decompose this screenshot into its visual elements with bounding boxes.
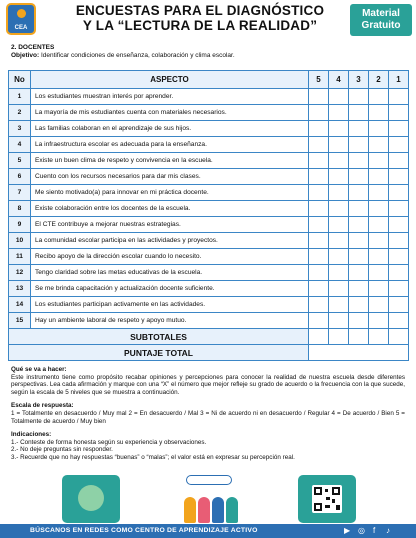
rating-cell-2[interactable] bbox=[369, 201, 389, 217]
table-row bbox=[9, 297, 409, 313]
subtotal-cell-3[interactable] bbox=[349, 329, 369, 345]
rating-cell-4[interactable] bbox=[329, 185, 349, 201]
what-heading: Qué se va a hacer: bbox=[11, 366, 67, 373]
total-score-cell[interactable] bbox=[309, 345, 409, 361]
row-number: 15 bbox=[9, 313, 31, 329]
scale-heading: Escala de respuesta: bbox=[11, 402, 74, 410]
instruction-1: 1.- Conteste de forma honesta según su experiencia y observaciones. bbox=[11, 438, 207, 446]
rating-cell-1[interactable] bbox=[389, 233, 409, 249]
table-row bbox=[9, 89, 409, 105]
row-number: 1 bbox=[9, 89, 31, 105]
rating-cell-5[interactable] bbox=[309, 89, 329, 105]
rating-cell-4[interactable] bbox=[329, 153, 349, 169]
rating-cell-2[interactable] bbox=[369, 249, 389, 265]
rating-cell-4[interactable] bbox=[329, 281, 349, 297]
logo-ball-icon bbox=[17, 9, 26, 18]
rating-cell-1[interactable] bbox=[389, 89, 409, 105]
rating-cell-4[interactable] bbox=[329, 265, 349, 281]
row-number: 6 bbox=[9, 169, 31, 185]
column-header-3: 3 bbox=[349, 71, 369, 89]
row-number: 10 bbox=[9, 233, 31, 249]
table-row bbox=[9, 137, 409, 153]
rating-cell-2[interactable] bbox=[369, 265, 389, 281]
person-icon bbox=[212, 497, 224, 523]
rating-cell-3[interactable] bbox=[349, 105, 369, 121]
column-header-no: No bbox=[9, 71, 31, 89]
rating-cell-3[interactable] bbox=[349, 217, 369, 233]
section-title: 2. DOCENTES bbox=[11, 44, 55, 51]
subtotals-label: SUBTOTALES bbox=[9, 329, 309, 345]
rating-cell-4[interactable] bbox=[329, 137, 349, 153]
youtube-icon[interactable]: ▶ bbox=[344, 526, 351, 535]
rating-cell-5[interactable] bbox=[309, 281, 329, 297]
subtotals-row bbox=[9, 329, 409, 345]
subtotal-cell-1[interactable] bbox=[389, 329, 409, 345]
logo-text: CEA bbox=[14, 25, 28, 31]
rating-cell-3[interactable] bbox=[349, 313, 369, 329]
objective-label: Objetivo: bbox=[11, 52, 40, 59]
rating-cell-3[interactable] bbox=[349, 169, 369, 185]
subtotal-cell-5[interactable] bbox=[309, 329, 329, 345]
rating-cell-3[interactable] bbox=[349, 121, 369, 137]
objective-text: Identificar condiciones de enseñanza, colaboración y clima escolar. bbox=[39, 52, 235, 59]
tiktok-icon[interactable]: ♪ bbox=[386, 526, 390, 535]
rating-cell-2[interactable] bbox=[369, 121, 389, 137]
row-number: 7 bbox=[9, 185, 31, 201]
rating-cell-2[interactable] bbox=[369, 281, 389, 297]
rating-cell-4[interactable] bbox=[329, 297, 349, 313]
table-row bbox=[9, 185, 409, 201]
table-header-row bbox=[9, 71, 409, 89]
what-text: Este instrumento tiene como propósito recabar opiniones y percepciones para conocer la realidad de nuestra escuela desde diferentes perspectivas. Lea cada afirmación y marque con una “X” el número que mejor refleje su grado de acuerdo o la frecuencia con la que sucede, según la escala de 5 niveles que se muestra a continuación. bbox=[11, 373, 405, 396]
footer-images bbox=[0, 475, 416, 523]
table-row bbox=[9, 105, 409, 121]
column-header-aspect: ASPECTO bbox=[31, 71, 309, 89]
rating-cell-1[interactable] bbox=[389, 249, 409, 265]
table-row bbox=[9, 153, 409, 169]
qr-card[interactable] bbox=[298, 475, 356, 523]
aspect-statement: Se me brinda capacitación y actualización docente suficiente. bbox=[31, 281, 309, 297]
rating-cell-2[interactable] bbox=[369, 89, 389, 105]
footer-bar bbox=[0, 524, 416, 538]
rating-cell-1[interactable] bbox=[389, 217, 409, 233]
aspect-statement: La infraestructura escolar es adecuada para la enseñanza. bbox=[31, 137, 309, 153]
rating-cell-5[interactable] bbox=[309, 233, 329, 249]
rating-cell-1[interactable] bbox=[389, 121, 409, 137]
rating-cell-4[interactable] bbox=[329, 217, 349, 233]
rating-cell-1[interactable] bbox=[389, 153, 409, 169]
person-icon bbox=[184, 497, 196, 523]
rating-cell-5[interactable] bbox=[309, 105, 329, 121]
instruction-3: 3.- Recuerde que no hay respuestas “buenas” o “malas”; el valor está en expresar su percepción real. bbox=[11, 453, 295, 461]
subtotal-cell-2[interactable] bbox=[369, 329, 389, 345]
rating-cell-3[interactable] bbox=[349, 201, 369, 217]
rating-cell-4[interactable] bbox=[329, 249, 349, 265]
rating-cell-1[interactable] bbox=[389, 265, 409, 281]
table-row bbox=[9, 281, 409, 297]
rating-cell-5[interactable] bbox=[309, 121, 329, 137]
rating-cell-2[interactable] bbox=[369, 297, 389, 313]
instructions-heading: Indicaciones: bbox=[11, 431, 52, 439]
rating-cell-5[interactable] bbox=[309, 297, 329, 313]
column-header-2: 2 bbox=[369, 71, 389, 89]
row-number: 2 bbox=[9, 105, 31, 121]
cea-logo bbox=[6, 3, 36, 35]
badge-line-1: Material bbox=[362, 8, 400, 19]
row-number: 13 bbox=[9, 281, 31, 297]
aspect-statement: Hay un ambiente laboral de respeto y apoyo mutuo. bbox=[31, 313, 309, 329]
rating-cell-5[interactable] bbox=[309, 153, 329, 169]
rating-cell-1[interactable] bbox=[389, 169, 409, 185]
rating-cell-2[interactable] bbox=[369, 185, 389, 201]
aspect-statement: Tengo claridad sobre las metas educativas de la escuela. bbox=[31, 265, 309, 281]
rating-cell-3[interactable] bbox=[349, 281, 369, 297]
table-row bbox=[9, 233, 409, 249]
rating-cell-2[interactable] bbox=[369, 137, 389, 153]
rating-cell-5[interactable] bbox=[309, 249, 329, 265]
rating-cell-3[interactable] bbox=[349, 137, 369, 153]
rating-cell-3[interactable] bbox=[349, 89, 369, 105]
table-row bbox=[9, 217, 409, 233]
aspect-statement: Cuento con los recursos necesarios para dar mis clases. bbox=[31, 169, 309, 185]
rating-cell-3[interactable] bbox=[349, 233, 369, 249]
rating-cell-4[interactable] bbox=[329, 233, 349, 249]
column-header-1: 1 bbox=[389, 71, 409, 89]
rating-cell-2[interactable] bbox=[369, 105, 389, 121]
person-icon bbox=[226, 497, 238, 523]
column-header-5: 5 bbox=[309, 71, 329, 89]
rating-cell-1[interactable] bbox=[389, 281, 409, 297]
rating-cell-5[interactable] bbox=[309, 313, 329, 329]
table-row bbox=[9, 265, 409, 281]
rating-cell-3[interactable] bbox=[349, 153, 369, 169]
rating-cell-1[interactable] bbox=[389, 313, 409, 329]
table-row bbox=[9, 121, 409, 137]
rating-cell-4[interactable] bbox=[329, 313, 349, 329]
rating-cell-5[interactable] bbox=[309, 185, 329, 201]
badge-line-2: Gratuito bbox=[361, 20, 401, 31]
footer-text: BÚSCANOS EN REDES COMO CENTRO DE APRENDIZAJE ACTIVO bbox=[30, 527, 258, 534]
objective bbox=[11, 52, 235, 59]
person-icon bbox=[198, 497, 210, 523]
aspect-statement: Existe colaboración entre los docentes de la escuela. bbox=[31, 201, 309, 217]
rating-cell-3[interactable] bbox=[349, 265, 369, 281]
aspect-statement: El CTE contribuye a mejorar nuestras estrategias. bbox=[31, 217, 309, 233]
aspect-statement: La mayoría de mis estudiantes cuenta con materiales necesarios. bbox=[31, 105, 309, 121]
rating-cell-4[interactable] bbox=[329, 121, 349, 137]
table-row bbox=[9, 169, 409, 185]
row-number: 12 bbox=[9, 265, 31, 281]
row-number: 8 bbox=[9, 201, 31, 217]
rating-cell-2[interactable] bbox=[369, 153, 389, 169]
row-number: 3 bbox=[9, 121, 31, 137]
rating-cell-2[interactable] bbox=[369, 313, 389, 329]
rating-cell-5[interactable] bbox=[309, 137, 329, 153]
row-number: 9 bbox=[9, 217, 31, 233]
teachers-illustration bbox=[178, 475, 238, 523]
row-number: 5 bbox=[9, 153, 31, 169]
row-number: 4 bbox=[9, 137, 31, 153]
scale-text: 1 = Totalmente en desacuerdo / Muy mal 2 = En desacuerdo / Mal 3 = Ni de acuerdo ni en desacuerdo / Regular 4 = De acuerdo / Bien 5 = Totalmente de acuerdo / Muy bien bbox=[11, 409, 405, 425]
row-number: 11 bbox=[9, 249, 31, 265]
rating-cell-1[interactable] bbox=[389, 105, 409, 121]
rating-cell-5[interactable] bbox=[309, 265, 329, 281]
row-number: 14 bbox=[9, 297, 31, 313]
rating-cell-4[interactable] bbox=[329, 89, 349, 105]
rating-cell-4[interactable] bbox=[329, 201, 349, 217]
rating-cell-4[interactable] bbox=[329, 169, 349, 185]
speech-bubble-icon bbox=[186, 475, 232, 485]
instruction-2: 2.- No deje preguntas sin responder. bbox=[11, 446, 113, 454]
heart-icon bbox=[78, 485, 104, 511]
title-line-2: Y LA “LECTURA DE LA REALIDAD” bbox=[82, 18, 318, 33]
total-row bbox=[9, 345, 409, 361]
qr-code-icon[interactable] bbox=[312, 485, 342, 513]
rating-cell-2[interactable] bbox=[369, 233, 389, 249]
aspect-statement: Recibo apoyo de la dirección escolar cuando lo necesito. bbox=[31, 249, 309, 265]
total-label: PUNTAJE TOTAL bbox=[9, 345, 309, 361]
rating-cell-5[interactable] bbox=[309, 169, 329, 185]
survey-table bbox=[8, 70, 409, 361]
rating-cell-1[interactable] bbox=[389, 185, 409, 201]
rating-cell-2[interactable] bbox=[369, 169, 389, 185]
column-header-4: 4 bbox=[329, 71, 349, 89]
table-row bbox=[9, 313, 409, 329]
aspect-statement: La comunidad escolar participa en las actividades y proyectos. bbox=[31, 233, 309, 249]
rating-cell-3[interactable] bbox=[349, 249, 369, 265]
aspect-statement: Existe un buen clima de respeto y convivencia en la escuela. bbox=[31, 153, 309, 169]
rating-cell-3[interactable] bbox=[349, 297, 369, 313]
aspect-statement: Los estudiantes muestran interés por aprender. bbox=[31, 89, 309, 105]
free-material-badge bbox=[350, 4, 412, 36]
instagram-icon[interactable]: ◎ bbox=[358, 526, 365, 535]
table-row bbox=[9, 249, 409, 265]
page-header bbox=[0, 0, 416, 42]
aspect-statement: Me siento motivado(a) para innovar en mi práctica docente. bbox=[31, 185, 309, 201]
page-title bbox=[60, 3, 340, 33]
rating-cell-1[interactable] bbox=[389, 201, 409, 217]
rating-cell-4[interactable] bbox=[329, 105, 349, 121]
community-card bbox=[62, 475, 120, 523]
rating-cell-5[interactable] bbox=[309, 217, 329, 233]
aspect-statement: Las familias colaboran en el aprendizaje de sus hijos. bbox=[31, 121, 309, 137]
instructions-block bbox=[11, 366, 405, 462]
facebook-icon[interactable]: f bbox=[373, 526, 376, 535]
rating-cell-1[interactable] bbox=[389, 137, 409, 153]
table-row bbox=[9, 201, 409, 217]
subtotal-cell-4[interactable] bbox=[329, 329, 349, 345]
aspect-statement: Los estudiantes participan activamente en las actividades. bbox=[31, 297, 309, 313]
rating-cell-3[interactable] bbox=[349, 185, 369, 201]
rating-cell-5[interactable] bbox=[309, 201, 329, 217]
rating-cell-1[interactable] bbox=[389, 297, 409, 313]
rating-cell-2[interactable] bbox=[369, 217, 389, 233]
title-line-1: ENCUESTAS PARA EL DIAGNÓSTICO bbox=[75, 3, 325, 18]
